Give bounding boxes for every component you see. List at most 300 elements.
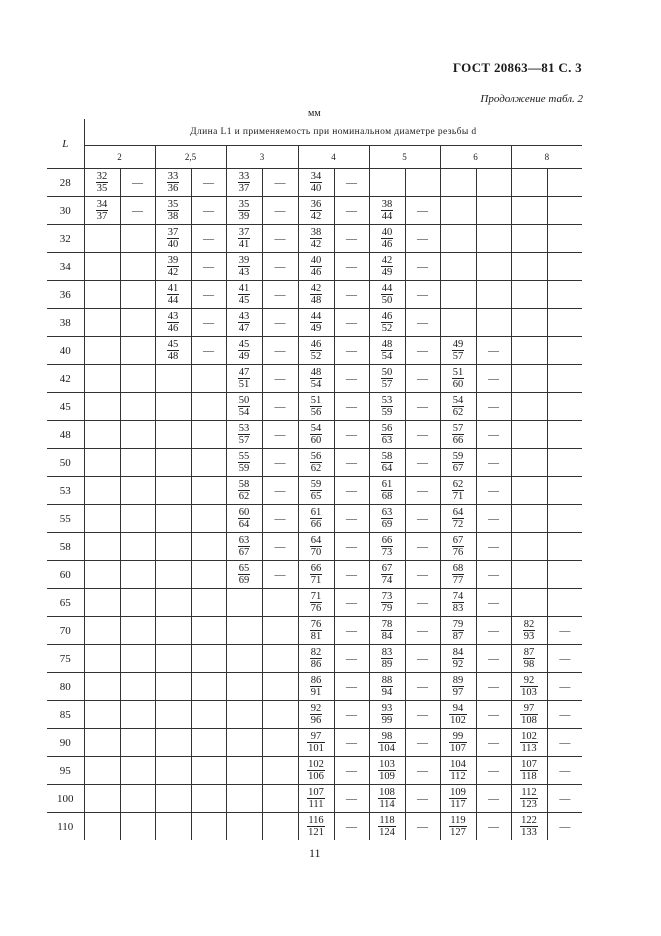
l1-fraction [310,367,323,390]
l1-cell [369,365,405,393]
l1-cell [369,225,405,253]
applicability-cell [405,253,440,281]
applicability-cell [476,785,511,813]
l1-numerator: 122 [521,815,537,826]
l1-denominator: 117 [450,799,466,810]
applicability-cell [334,561,369,589]
l1-cell [226,309,262,337]
applicability-cell [120,785,155,813]
applicability-cell [120,477,155,505]
l1-fraction [238,311,251,334]
l1-denominator: 57 [238,435,250,446]
l1-numerator: 55 [238,451,250,462]
l1-denominator: 66 [452,435,464,446]
length-value: 48 [47,421,84,449]
l1-cell [84,309,120,337]
l1-numerator: 44 [381,283,393,294]
l1-cell [226,225,262,253]
applicability-mark: — [417,344,428,357]
l1-cell [155,309,191,337]
l1-cell [226,729,262,757]
diameter-header-row [47,146,582,169]
l1-fraction [167,171,180,194]
table-row [47,477,582,505]
applicability-cell [262,365,298,393]
l1-cell [155,645,191,673]
applicability-cell [547,729,582,757]
l1-denominator: 69 [381,519,393,530]
l1-denominator: 47 [238,323,250,334]
l1-denominator: 84 [381,631,393,642]
applicability-mark: — [417,736,428,749]
l1-denominator: 57 [452,351,464,362]
table-row [47,729,582,757]
l1-cell [440,393,476,421]
length-value: 53 [47,477,84,505]
l1-cell [298,449,334,477]
standard-header: ГОСТ 20863—81 С. 3 [452,60,582,75]
l1-cell [511,645,547,673]
applicability-mark: — [274,484,286,497]
l1-fraction [520,759,538,782]
applicability-cell [547,757,582,785]
l1-cell [226,505,262,533]
l1-fraction [307,787,325,810]
applicability-cell [191,477,226,505]
l1-cell [511,281,547,309]
length-value: 55 [47,505,84,533]
l1-cell [298,813,334,841]
applicability-cell [476,561,511,589]
l1-cell [84,505,120,533]
applicability-mark: — [346,540,357,553]
l1-cell [155,561,191,589]
l1-fraction [167,283,180,306]
applicability-mark: — [488,680,499,693]
l1-cell [369,701,405,729]
applicability-cell [547,785,582,813]
l1-denominator: 37 [96,211,108,222]
l1-denominator: 49 [238,351,250,362]
l1-numerator: 108 [379,787,395,798]
l1-fraction [310,171,323,194]
applicability-mark: — [417,428,428,441]
applicability-cell [405,729,440,757]
applicability-cell [476,533,511,561]
l1-fraction [381,507,394,530]
l1-denominator: 44 [167,295,179,306]
applicability-cell [476,309,511,337]
l1-denominator: 64 [238,519,250,530]
applicability-cell [191,169,226,197]
applicability-cell [191,281,226,309]
applicability-cell [476,281,511,309]
applicability-cell [262,449,298,477]
l1-cell [511,561,547,589]
l1-denominator: 54 [238,407,250,418]
length-column-header: L [47,119,84,169]
l1-numerator: 62 [452,479,464,490]
l1-fraction [520,703,538,726]
applicability-cell [547,393,582,421]
applicability-cell [262,253,298,281]
applicability-cell [191,253,226,281]
l1-denominator: 109 [379,771,395,782]
applicability-mark: — [417,624,428,637]
applicability-cell [120,253,155,281]
l1-cell [298,785,334,813]
l1-cell [155,673,191,701]
applicability-mark: — [488,512,499,525]
table-row [47,673,582,701]
l1-numerator: 67 [452,535,464,546]
l1-fraction [452,339,465,362]
l1-cell [511,169,547,197]
l1-fraction [520,675,538,698]
applicability-mark: — [488,540,499,553]
l1-cell [511,785,547,813]
l1-denominator: 59 [238,463,250,474]
applicability-cell [262,673,298,701]
l1-numerator: 84 [452,647,464,658]
applicability-cell [476,477,511,505]
l1-cell [155,449,191,477]
l1-cell [155,365,191,393]
l1-numerator: 73 [381,591,393,602]
table-row [47,785,582,813]
l1-denominator: 67 [238,547,250,558]
applicability-cell [405,449,440,477]
l1-fraction [452,451,465,474]
applicability-cell [191,617,226,645]
l1-denominator: 54 [381,351,393,362]
applicability-mark: — [417,708,428,721]
l1-denominator: 48 [310,295,322,306]
applicability-cell [476,393,511,421]
l1-cell [369,449,405,477]
l1-denominator: 98 [523,659,535,670]
l1-denominator: 60 [310,435,322,446]
applicability-mark: — [346,344,357,357]
l1-numerator: 56 [381,423,393,434]
l1-denominator: 111 [308,799,324,810]
l1-cell [298,729,334,757]
l1-cell [84,337,120,365]
applicability-mark: — [488,652,499,665]
applicability-cell [405,785,440,813]
l1-fraction [310,619,323,642]
l1-numerator: 35 [238,199,250,210]
l1-numerator: 40 [310,255,322,266]
l1-cell [155,337,191,365]
applicability-mark: — [346,596,357,609]
l1-denominator: 56 [310,407,322,418]
l1-numerator: 66 [310,563,322,574]
applicability-cell [262,337,298,365]
l1-numerator: 40 [381,227,393,238]
l1-denominator: 45 [238,295,250,306]
table-row [47,589,582,617]
applicability-cell [547,477,582,505]
length-value: 100 [47,785,84,813]
l1-fraction [310,255,323,278]
l1-cell [369,673,405,701]
l1-denominator: 96 [310,715,322,726]
applicability-cell [334,337,369,365]
applicability-cell [405,365,440,393]
l1-numerator: 38 [310,227,322,238]
table-row [47,701,582,729]
applicability-mark: — [203,176,214,189]
applicability-cell [405,645,440,673]
l1-cell [440,785,476,813]
l1-numerator: 82 [310,647,322,658]
l1-denominator: 62 [310,463,322,474]
applicability-cell [405,561,440,589]
applicability-mark: — [417,512,428,525]
l1-cell [440,589,476,617]
applicability-cell [405,393,440,421]
l1-fraction [381,675,394,698]
length-value: 85 [47,701,84,729]
l1-fraction [381,479,394,502]
l1-cell [298,281,334,309]
applicability-cell [334,169,369,197]
applicability-mark: — [417,288,428,301]
applicability-mark: — [132,176,143,189]
l1-fraction [238,395,251,418]
l1-denominator: 73 [381,547,393,558]
l1-denominator: 36 [167,183,179,194]
l1-denominator: 92 [452,659,464,670]
l1-numerator: 32 [96,171,108,182]
l1-denominator: 41 [238,239,250,250]
applicability-cell [547,449,582,477]
length-value: 80 [47,673,84,701]
l1-fraction [238,283,251,306]
l1-fraction [310,563,323,586]
applicability-cell [191,197,226,225]
l1-cell [298,757,334,785]
l1-cell [440,757,476,785]
l1-cell [84,757,120,785]
l1-numerator: 97 [307,731,325,743]
l1-cell [226,169,262,197]
table-row [47,197,582,225]
l1-denominator: 97 [452,687,464,698]
applicability-mark: — [559,708,571,721]
l1-numerator: 50 [381,367,393,378]
l1-fraction [310,591,323,614]
l1-fraction [520,787,538,810]
applicability-mark: — [274,428,286,441]
applicability-cell [405,757,440,785]
l1-fraction [310,395,323,418]
l1-numerator: 78 [381,619,393,630]
l1-denominator: 57 [381,379,393,390]
l1-cell [511,589,547,617]
l1-denominator: 93 [523,631,535,642]
l1-fraction [310,311,323,334]
l1-cell [511,225,547,253]
l1-numerator: 49 [452,339,464,350]
l1-numerator: 42 [381,255,393,266]
l1-fraction [452,563,465,586]
applicability-cell [547,197,582,225]
l1-cell [298,225,334,253]
l1-cell [298,309,334,337]
applicability-cell [262,393,298,421]
l1-numerator: 118 [379,815,395,826]
table-row [47,533,582,561]
applicability-cell [405,337,440,365]
applicability-mark: — [417,484,428,497]
l1-fraction [381,619,394,642]
l1-denominator: 63 [381,435,393,446]
l1-numerator: 37 [238,227,250,238]
l1-cell [84,589,120,617]
applicability-cell [405,813,440,841]
applicability-mark: — [417,204,428,217]
applicability-cell [262,197,298,225]
l1-fraction [310,535,323,558]
l1-fraction [449,787,467,810]
applicability-mark: — [346,484,357,497]
l1-cell [298,337,334,365]
l1-cell [226,589,262,617]
l1-cell [511,701,547,729]
applicability-mark: — [417,792,428,805]
l1-cell [298,253,334,281]
l1-fraction [310,647,323,670]
applicability-cell [476,701,511,729]
applicability-mark: — [346,792,357,805]
applicability-cell [262,757,298,785]
l1-cell [84,813,120,841]
l1-denominator: 52 [310,351,322,362]
l1-cell [84,673,120,701]
applicability-cell [405,673,440,701]
l1-cell [226,813,262,841]
length-value: 36 [47,281,84,309]
applicability-mark: — [417,400,428,413]
l1-numerator: 64 [310,535,322,546]
l1-numerator: 71 [310,591,322,602]
applicability-cell [120,365,155,393]
l1-denominator: 107 [450,743,466,754]
l1-cell [440,477,476,505]
l1-cell [155,225,191,253]
l1-cell [226,645,262,673]
l1-numerator: 53 [238,423,250,434]
l1-fraction [167,255,180,278]
l1-cell [369,393,405,421]
l1-numerator: 39 [238,255,250,266]
l1-fraction [449,731,467,754]
l1-cell [298,673,334,701]
l1-denominator: 103 [521,687,537,698]
l1-numerator: 76 [310,619,322,630]
l1-denominator: 67 [452,463,464,474]
l1-fraction [310,423,323,446]
l1-denominator: 81 [310,631,322,642]
l1-denominator: 133 [521,827,537,838]
applicability-mark: — [203,288,214,301]
l1-denominator: 71 [310,575,322,586]
l1-fraction [452,535,465,558]
l1-cell [511,337,547,365]
applicability-cell [334,281,369,309]
applicability-cell [476,169,511,197]
l1-cell [440,617,476,645]
applicability-cell [262,421,298,449]
applicability-cell [476,253,511,281]
l1-cell [298,561,334,589]
applicability-mark: — [346,204,357,217]
l1-cell [369,281,405,309]
l1-cell [369,169,405,197]
table-row [47,281,582,309]
table-row [47,169,582,197]
length-value: 38 [47,309,84,337]
applicability-cell [262,225,298,253]
l1-numerator: 51 [452,367,464,378]
l1-numerator: 92 [310,703,322,714]
applicability-mark: — [274,400,286,413]
l1-denominator: 62 [238,491,250,502]
l1-cell [440,197,476,225]
applicability-cell [262,785,298,813]
l1-denominator: 64 [381,463,393,474]
applicability-cell [120,197,155,225]
applicability-cell [405,225,440,253]
applicability-cell [547,673,582,701]
l1-numerator: 68 [452,563,464,574]
l1-denominator: 42 [310,211,322,222]
applicability-mark: — [559,680,571,693]
table-row [47,617,582,645]
diameter-header: 4 [298,146,369,169]
l1-cell [511,533,547,561]
l1-cell [84,253,120,281]
l1-cell [511,673,547,701]
l1-denominator: 59 [381,407,393,418]
l1-cell [369,645,405,673]
diameter-header: 5 [369,146,440,169]
applicability-cell [191,701,226,729]
length-value: 60 [47,561,84,589]
length-value: 75 [47,645,84,673]
applicability-cell [476,729,511,757]
l1-cell [369,785,405,813]
l1-fraction [238,423,251,446]
l1-numerator: 89 [452,675,464,686]
l1-fraction [381,311,394,334]
applicability-cell [405,197,440,225]
l1-numerator: 63 [381,507,393,518]
applicability-mark: — [417,316,428,329]
applicability-cell [476,617,511,645]
l1-cell [84,533,120,561]
l1-fraction [381,423,394,446]
l1-fraction [238,451,251,474]
applicability-mark: — [488,792,499,805]
l1-fraction [378,759,396,782]
applicability-cell [262,729,298,757]
applicability-cell [120,617,155,645]
applicability-cell [334,533,369,561]
l1-numerator: 59 [310,479,322,490]
